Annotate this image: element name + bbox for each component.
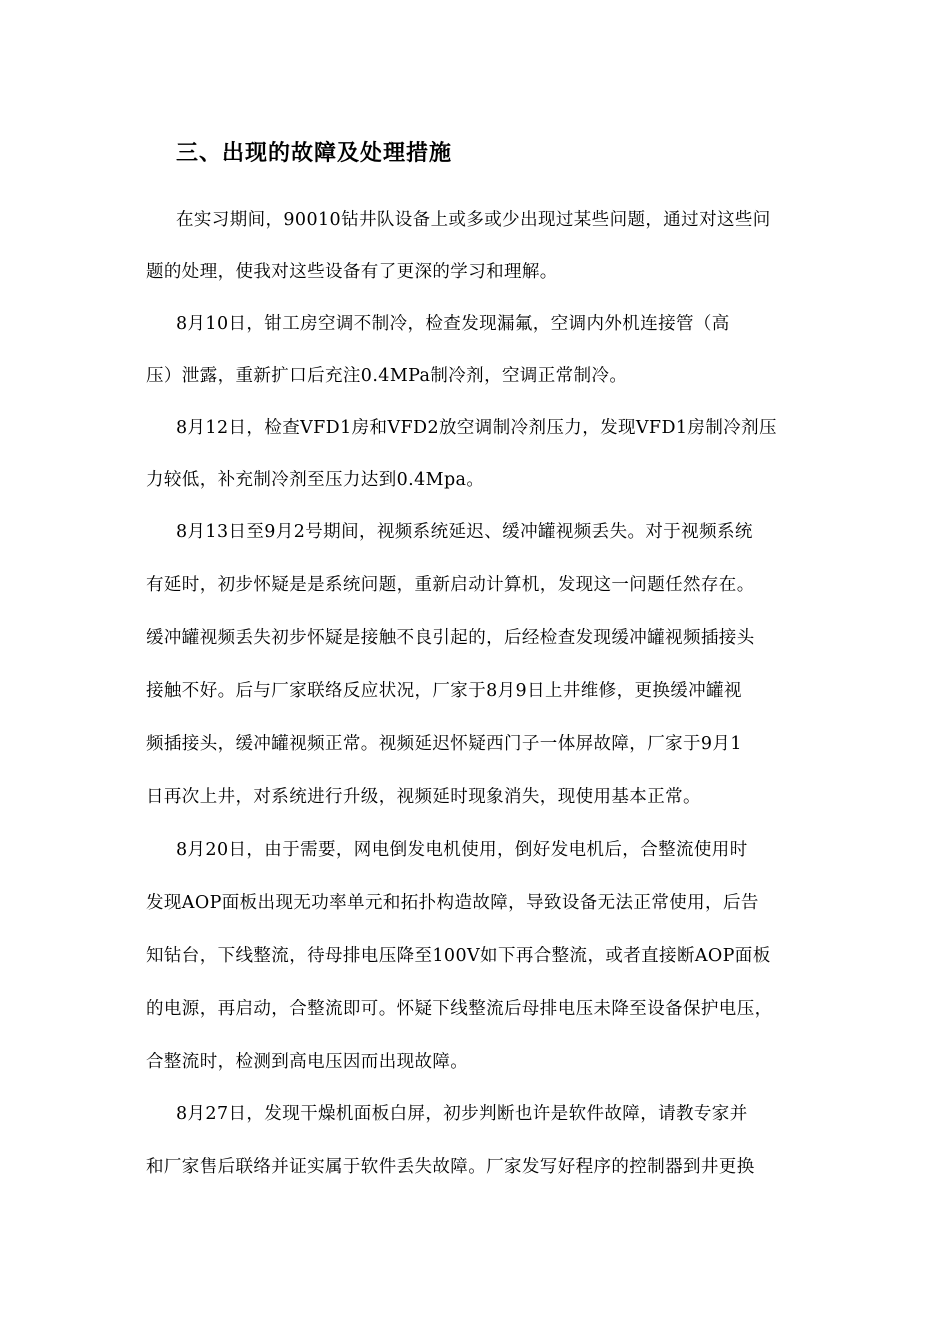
paragraph-line: 合整流时，检测到高电压因而出现故障。: [146, 1052, 469, 1072]
paragraph-line: 压）泄露，重新扩口后充注0.4MPa制冷剂，空调正常制冷。: [146, 366, 628, 386]
paragraph-line: 8月12日，检查VFD1房和VFD2放空调制冷剂压力，发现VFD1房制冷剂压: [176, 418, 777, 438]
paragraph-line: 发现AOP面板出现无功率单元和拓扑构造故障，导致设备无法正常使用，后告: [146, 893, 759, 913]
paragraph-line: 在实习期间，90010钻井队设备上或多或少出现过某些问题，通过对这些问: [176, 210, 771, 230]
paragraph-line: 频插接头，缓冲罐视频正常。视频延迟怀疑西门子一体屏故障，厂家于9月1: [146, 734, 742, 754]
paragraph-line: 力较低，补充制冷剂至压力达到0.4Mpa。: [146, 470, 485, 490]
paragraph-line: 日再次上井，对系统进行升级，视频延时现象消失，现使用基本正常。: [146, 787, 701, 807]
paragraph-line: 8月13日至9月2号期间，视频系统延迟、缓冲罐视频丢失。对于视频系统: [176, 522, 753, 542]
paragraph-line: 的电源，再启动，合整流即可。怀疑下线整流后母排电压未降至设备保护电压，: [146, 999, 773, 1019]
paragraph-line: 知钻台，下线整流，待母排电压降至100V如下再合整流，或者直接断AOP面板: [146, 946, 771, 966]
paragraph-line: 8月10日，钳工房空调不制冷，检查发现漏氟，空调内外机连接管（高: [176, 314, 730, 334]
paragraph-line: 题的处理，使我对这些设备有了更深的学习和理解。: [146, 262, 558, 282]
paragraph-line: 有延时，初步怀疑是是系统问题，重新启动计算机，发现这一问题任然存在。: [146, 575, 755, 595]
paragraph-line: 和厂家售后联络并证实属于软件丢失故障。厂家发写好程序的控制器到井更换: [146, 1157, 755, 1177]
paragraph-line: 8月27日，发现干燥机面板白屏，初步判断也许是软件故障，请教专家并: [176, 1104, 748, 1124]
section-heading: 三、出现的故障及处理措施: [176, 140, 453, 166]
paragraph-line: 缓冲罐视频丢失初步怀疑是接触不良引起的，后经检查发现缓冲罐视频插接头: [146, 628, 755, 648]
paragraph-line: 接触不好。后与厂家联络反应状况，厂家于8月9日上井维修，更换缓冲罐视: [146, 681, 742, 701]
paragraph-line: 8月20日，由于需要，网电倒发电机使用，倒好发电机后，合整流使用时: [176, 840, 748, 860]
